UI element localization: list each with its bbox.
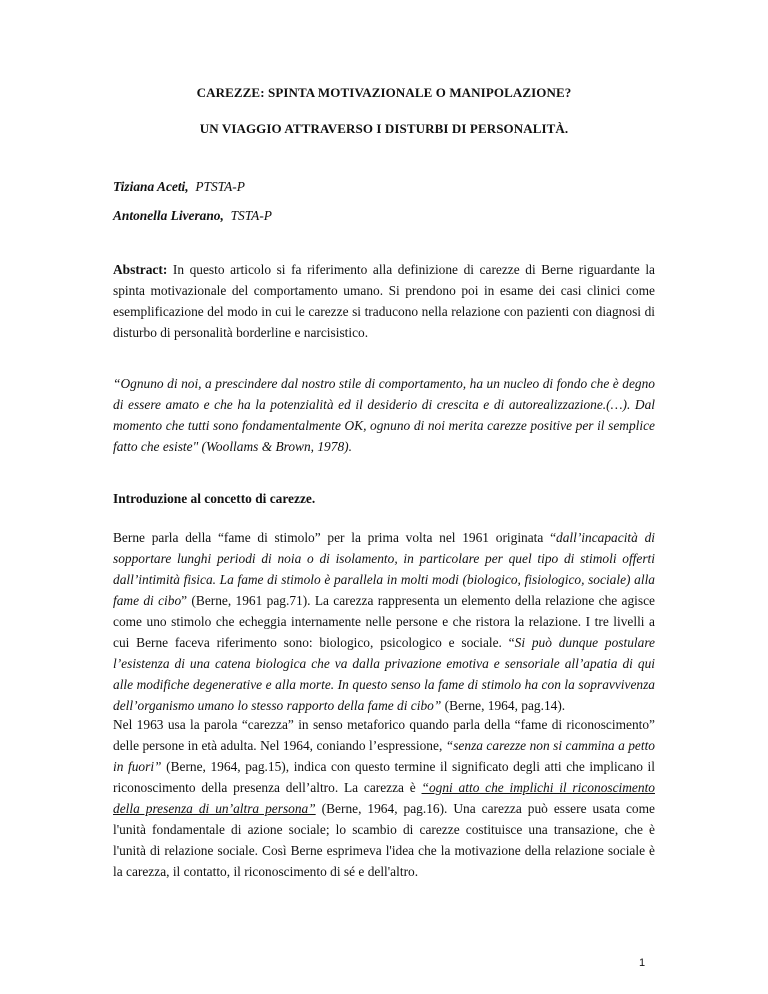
author-1 — [113, 179, 245, 195]
abstract-text: In questo articolo si fa riferimento alla definizione di carezze di Berne riguardante la spinta motivazionale del comportamento umano. Si prendono poi in esame dei casi clinici come esemplificazione del modo in cui le carezze si traducono nella relazione con pazienti con diagnosi di disturbo di personalità borderline e narcisistico. — [113, 262, 655, 340]
p2-text-c: (Berne, 1964, pag.15), indica con questo termine il significato degli atti che implicano il riconoscimento della presenza dell’altro. La carezza è — [113, 759, 655, 795]
p2-quote-d: “ogni atto che implichi il riconoscimento della presenza di un’altra persona” — [113, 780, 655, 816]
paragraph-2 — [113, 714, 655, 882]
epigraph: “Ognuno di noi, a prescindere dal nostro stile di comportamento, ha un nucleo di fondo che è degno di essere amato e che ha la potenzialità ed il desiderio di crescita e di autorealizzazione.(…). Dal momento che tutti sono fondamentalmente OK, ognuno di noi merita carezze positive per il semplice fatto che esiste" (Woollams & Brown, 1978). — [113, 376, 655, 454]
author-1-role: PTSTA-P — [195, 179, 245, 194]
p2-text-a: Nel 1963 usa la parola “carezza” in senso metaforico quando parla della “fame di riconoscimento” delle persone in età adulta. Nel 1964, coniando l’espressione, — [113, 717, 655, 753]
p1-text-a: Berne parla della “fame di stimolo” per la prima volta nel 1961 originata “ — [113, 530, 557, 545]
author-2 — [113, 208, 272, 224]
p1-quote-d: Si può dunque postulare l’esistenza di una catena biologica che va dalla privazione emotiva e sensoriale all’apatia di qui alle modifiche degenerative e alla morte. In questo senso la fame di stimolo ha con la sopravvivenza dell’organismo umano lo stesso rapporto della fame di cibo” — [113, 635, 656, 713]
p1-quote-b: dall’incapacità di sopportare lunghi periodi di noia o di isolamento, in particolare per quel tipo di stimoli offerti dall’intimità fisica. La fame di stimolo è parallela in molti modi (biologico, fisiologico, sociale) alla fame di cibo — [113, 530, 655, 608]
page-number: 1 — [639, 957, 646, 969]
abstract — [113, 259, 655, 343]
author-2-name: Antonella Liverano, — [113, 208, 224, 223]
document-subtitle: UN VIAGGIO ATTRAVERSO I DISTURBI DI PERSONALITÀ. — [199, 121, 569, 136]
paragraph-1 — [113, 527, 655, 716]
p1-text-c: ” (Berne, 1961 pag.71). La carezza rappresenta un elemento della relazione che agisce come uno stimolo che echeggia internamente nelle persone e che ristora la relazione. I tre livelli a cui Berne faceva riferimento sono: biologico, psicologico e sociale. “ — [113, 593, 655, 650]
p2-quote-b: “senza carezze non si cammina a petto in fuori” — [113, 738, 656, 774]
author-1-name: Tiziana Aceti, — [113, 179, 189, 194]
document-title: CAREZZE: SPINTA MOTIVAZIONALE O MANIPOLAZIONE? — [196, 85, 572, 100]
section-heading: Introduzione al concetto di carezze. — [113, 491, 316, 506]
p1-text-e: (Berne, 1964, pag.14). — [441, 698, 566, 713]
p2-text-e: (Berne, 1964, pag.16). Una carezza può essere usata come l'unità fondamentale di azione sociale; lo scambio di carezze costituisce una transazione, che è l'unità di relazione sociale. Così Berne esprimeva l'idea che la motivazione della relazione sociale è la carezza, il contatto, il riconoscimento di sé e dell'altro. — [113, 801, 655, 879]
abstract-label: Abstract: — [113, 262, 168, 277]
author-2-role: TSTA-P — [230, 208, 272, 223]
